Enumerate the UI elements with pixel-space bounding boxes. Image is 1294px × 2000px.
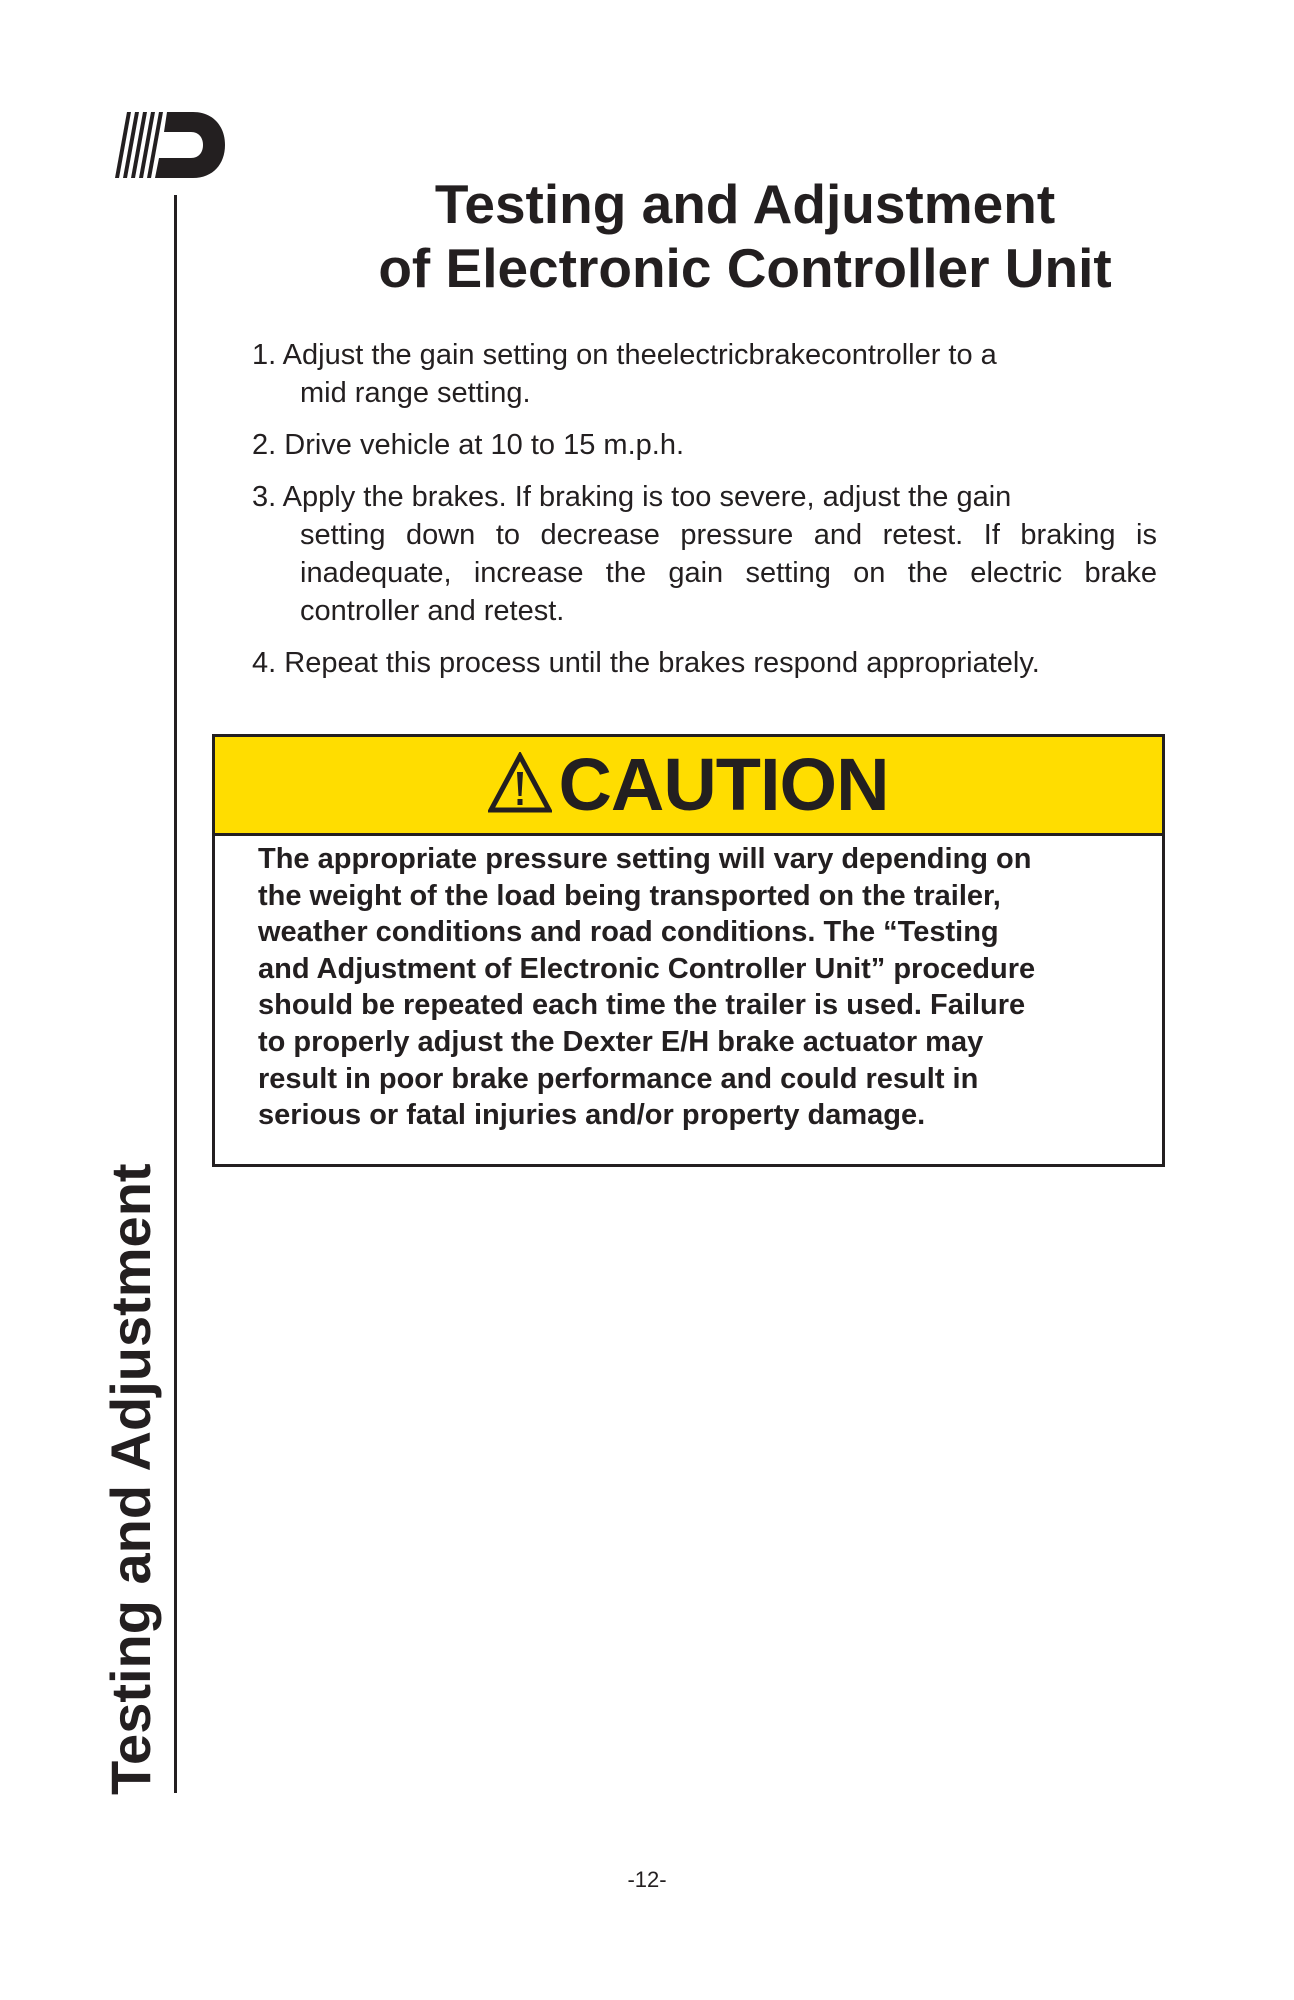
caution-line: result in poor brake performance and could result in (258, 1062, 979, 1095)
step-continuation: mid range setting. (300, 377, 531, 409)
caution-box (212, 734, 1165, 1167)
step-1 (252, 336, 1157, 412)
step-continuation: setting down to decrease pressure and retest. If braking is inadequate, increase the gain setting on the electric brake controller and retest. (300, 519, 1157, 627)
step-number: 3. (252, 481, 277, 513)
procedure-steps (252, 336, 1157, 696)
caution-line: serious or fatal injuries and/or property damage. (258, 1099, 926, 1132)
step-number: 2. (252, 429, 277, 461)
warning-triangle-icon (488, 752, 552, 814)
caution-line: should be repeated each time the trailer is used. Failure (258, 989, 1026, 1022)
page-title (330, 172, 1160, 300)
page-title-line-1: Testing and Adjustment (434, 173, 1056, 235)
caution-label: CAUTION (558, 743, 889, 826)
step-3 (252, 478, 1157, 630)
side-rule (174, 195, 177, 1793)
caution-text (258, 841, 1138, 1134)
page-number: -12- (627, 1867, 667, 1892)
step-4 (252, 644, 1157, 682)
step-text: Drive vehicle at 10 to 15 m.p.h. (284, 429, 685, 461)
caution-line: to properly adjust the Dexter E/H brake actuator may (258, 1025, 984, 1058)
caution-header (215, 737, 1162, 836)
step-number: 4. (252, 647, 277, 679)
side-heading: Testing and Adjustment (99, 1163, 162, 1795)
step-text: Apply the brakes. If braking is too severe, adjust the gain (282, 481, 1012, 513)
caution-line: and Adjustment of Electronic Controller Unit” procedure (258, 952, 1036, 985)
page-title-line-2: of Electronic Controller Unit (378, 237, 1112, 299)
caution-line: The appropriate pressure setting will vary depending on (258, 843, 1032, 875)
step-text: Adjust the gain setting on theelectricbrakecontroller to a (282, 339, 997, 371)
caution-line: the weight of the load being transported on the trailer, (258, 879, 1001, 912)
dexter-logo-icon (115, 112, 225, 178)
step-number: 1. (252, 339, 277, 371)
step-text: Repeat this process until the brakes respond appropriately. (284, 647, 1040, 679)
step-2 (252, 426, 1157, 464)
caution-line: weather conditions and road conditions. The “Testing (258, 916, 999, 949)
